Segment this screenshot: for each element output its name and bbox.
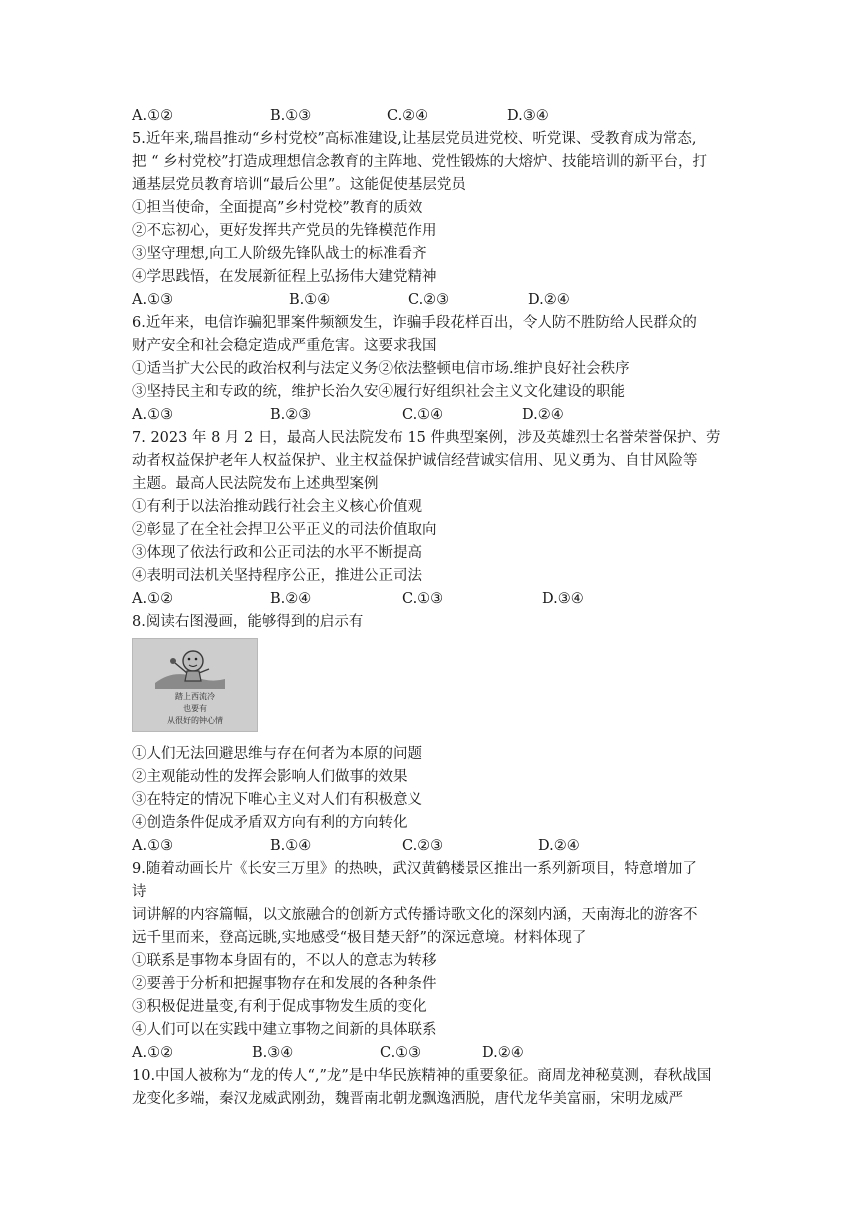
q7-option-b[interactable]: B.②④ (270, 591, 312, 607)
q9-statement-2: ②要善于分析和把握事物存在和发展的各种条件 (132, 976, 437, 992)
q9-statement-1: ①联系是事物本身固有的，不以人的意志为转移 (132, 953, 437, 969)
q5-option-d[interactable]: D.②④ (528, 292, 570, 308)
q7-statement-2: ②彰显了在全社会捍卫公平正义的司法价值取向 (132, 522, 437, 538)
q6-option-b[interactable]: B.②③ (270, 407, 312, 423)
q5-statement-2: ②不忘初心，更好发挥共产党员的先锋模范作用 (132, 223, 437, 239)
q9-statement-4: ④人们可以在实践中建立事物之间新的具体联系 (132, 1022, 437, 1038)
q5-option-c[interactable]: C.②③ (408, 292, 450, 308)
q7-option-d[interactable]: D.③④ (542, 591, 584, 607)
q5-stem-line: 5.近年来,瑞昌推动“乡村党校”高标准建设,让基层党员进党校、听党课、受教育成为常态, (132, 131, 697, 147)
q4-option-b[interactable]: B.①③ (270, 108, 312, 124)
q7-option-c[interactable]: C.①③ (402, 591, 444, 607)
q9-option-c[interactable]: C.①③ (380, 1045, 422, 1061)
q7-statement-1: ①有利于以法治推动践行社会主义核心价值观 (132, 499, 422, 515)
q6-stem-line: 财产安全和社会稳定造成严重危害。这要求我国 (132, 338, 437, 354)
q4-option-d[interactable]: D.③④ (507, 108, 549, 124)
q8-option-d[interactable]: D.②④ (538, 838, 580, 854)
q6-options (132, 404, 752, 426)
q5-option-a[interactable]: A.①③ (132, 292, 174, 308)
q7-stem-line: 7. 2023 年 8 月 2 日，最高人民法院发布 15 件典型案例，涉及英雄烈士名誉荣誉保护、劳 (132, 430, 721, 446)
q7-stem-line: 动者权益保护老年人权益保护、业主权益保护诚信经营诚实信用、见义勇为、自甘风险等 (132, 453, 698, 469)
q9-option-a[interactable]: A.①② (132, 1045, 174, 1061)
q9-stem-line: 诗 (132, 884, 147, 900)
q7-statement-3: ③体现了依法行政和公正司法的水平不断提高 (132, 545, 422, 561)
q9-statement-3: ③积极促进量变,有利于促成事物发生质的变化 (132, 999, 427, 1015)
q6-statement-line: ③坚持民主和专政的统，维护长治久安④履行好组织社会主义文化建设的职能 (132, 384, 625, 400)
q4-option-a[interactable]: A.①② (132, 108, 174, 124)
q5-stem-line: 把 “ 乡村党校”打造成理想信念教育的主阵地、党性锻炼的大熔炉、技能培训的新平台，打 (132, 154, 708, 170)
q8-statement-1: ①人们无法回避思维与存在何者为本原的问题 (132, 746, 422, 762)
q9-option-b[interactable]: B.③④ (252, 1045, 294, 1061)
q7-option-a[interactable]: A.①② (132, 591, 174, 607)
cartoon-caption: 也要有 (183, 704, 207, 713)
q8-stem-line: 8.阅读右图漫画，能够得到的启示有 (132, 614, 364, 630)
q5-options (132, 289, 752, 311)
q8-statement-4: ④创造条件促成矛盾双方向有利的方向转化 (132, 815, 408, 831)
q9-option-d[interactable]: D.②④ (482, 1045, 524, 1061)
q9-stem-line: 词讲解的内容篇幅，以文旅融合的创新方式传播诗歌文化的深刻内涵，天南海北的游客不 (132, 907, 698, 923)
q6-stem-line: 6.近年来，电信诈骗犯罪案件频额发生，诈骗手段花样百出，令人防不胜防给人民群众的 (132, 315, 697, 331)
q8-option-a[interactable]: A.①③ (132, 838, 174, 854)
q9-options (132, 1042, 752, 1064)
cartoon-image (132, 638, 258, 732)
q4-option-c[interactable]: C.②④ (387, 108, 429, 124)
cartoon-caption: 从很好的钟心情 (167, 716, 223, 725)
q6-option-d[interactable]: D.②④ (522, 407, 564, 423)
q7-stem-line: 主题。最高人民法院发布上述典型案例 (132, 476, 379, 492)
cartoon-caption: 踏上西流冷 (175, 692, 215, 701)
q7-options (132, 588, 752, 610)
q8-statement-2: ②主观能动性的发挥会影响人们做事的效果 (132, 769, 408, 785)
q9-stem-line: 9.随着动画长片《长安三万里》的热映，武汉黄鹤楼景区推出一系列新项目，特意增加了 (132, 861, 697, 877)
q4-options (132, 105, 752, 127)
q8-option-c[interactable]: C.②③ (402, 838, 444, 854)
q6-statement-line: ①适当扩大公民的政治权利与法定义务②依法整顿电信市场.维护良好社会秩序 (132, 361, 630, 377)
q5-option-b[interactable]: B.①④ (289, 292, 331, 308)
q8-statement-3: ③在特定的情况下唯心主义对人们有积极意义 (132, 792, 422, 808)
q10-stem-line: 龙变化多端，秦汉龙威武刚劲，魏晋南北朝龙飘逸洒脱，唐代龙华美富丽，宋明龙威严 (132, 1091, 683, 1107)
cartoon-drawing (133, 639, 257, 731)
q5-statement-1: ①担当使命，全面提高”乡村党校”教育的质效 (132, 200, 423, 216)
q9-stem-line: 远千里而来，登高远眺,实地感受“极目楚天舒”的深远意境。材料体现了 (132, 930, 587, 946)
q6-option-c[interactable]: C.①④ (402, 407, 444, 423)
q8-options (132, 835, 752, 857)
q5-stem-line: 通基层党员教育培训“最后公里”。这能促使基层党员 (132, 177, 466, 193)
q5-statement-4: ④学思践悟，在发展新征程上弘扬伟大建党精神 (132, 269, 437, 285)
q10-stem-line: 10.中国人被称为“龙的传人“,”龙”是中华民族精神的重要象征。商周龙神秘莫测，春秋战国 (132, 1068, 712, 1084)
q8-option-b[interactable]: B.①④ (270, 838, 312, 854)
q6-option-a[interactable]: A.①③ (132, 407, 174, 423)
q7-statement-4: ④表明司法机关坚持程序公正，推进公正司法 (132, 568, 422, 584)
q5-statement-3: ③坚守理想,向工人阶级先锋队战士的标准看齐 (132, 246, 427, 262)
character-head (183, 651, 203, 671)
